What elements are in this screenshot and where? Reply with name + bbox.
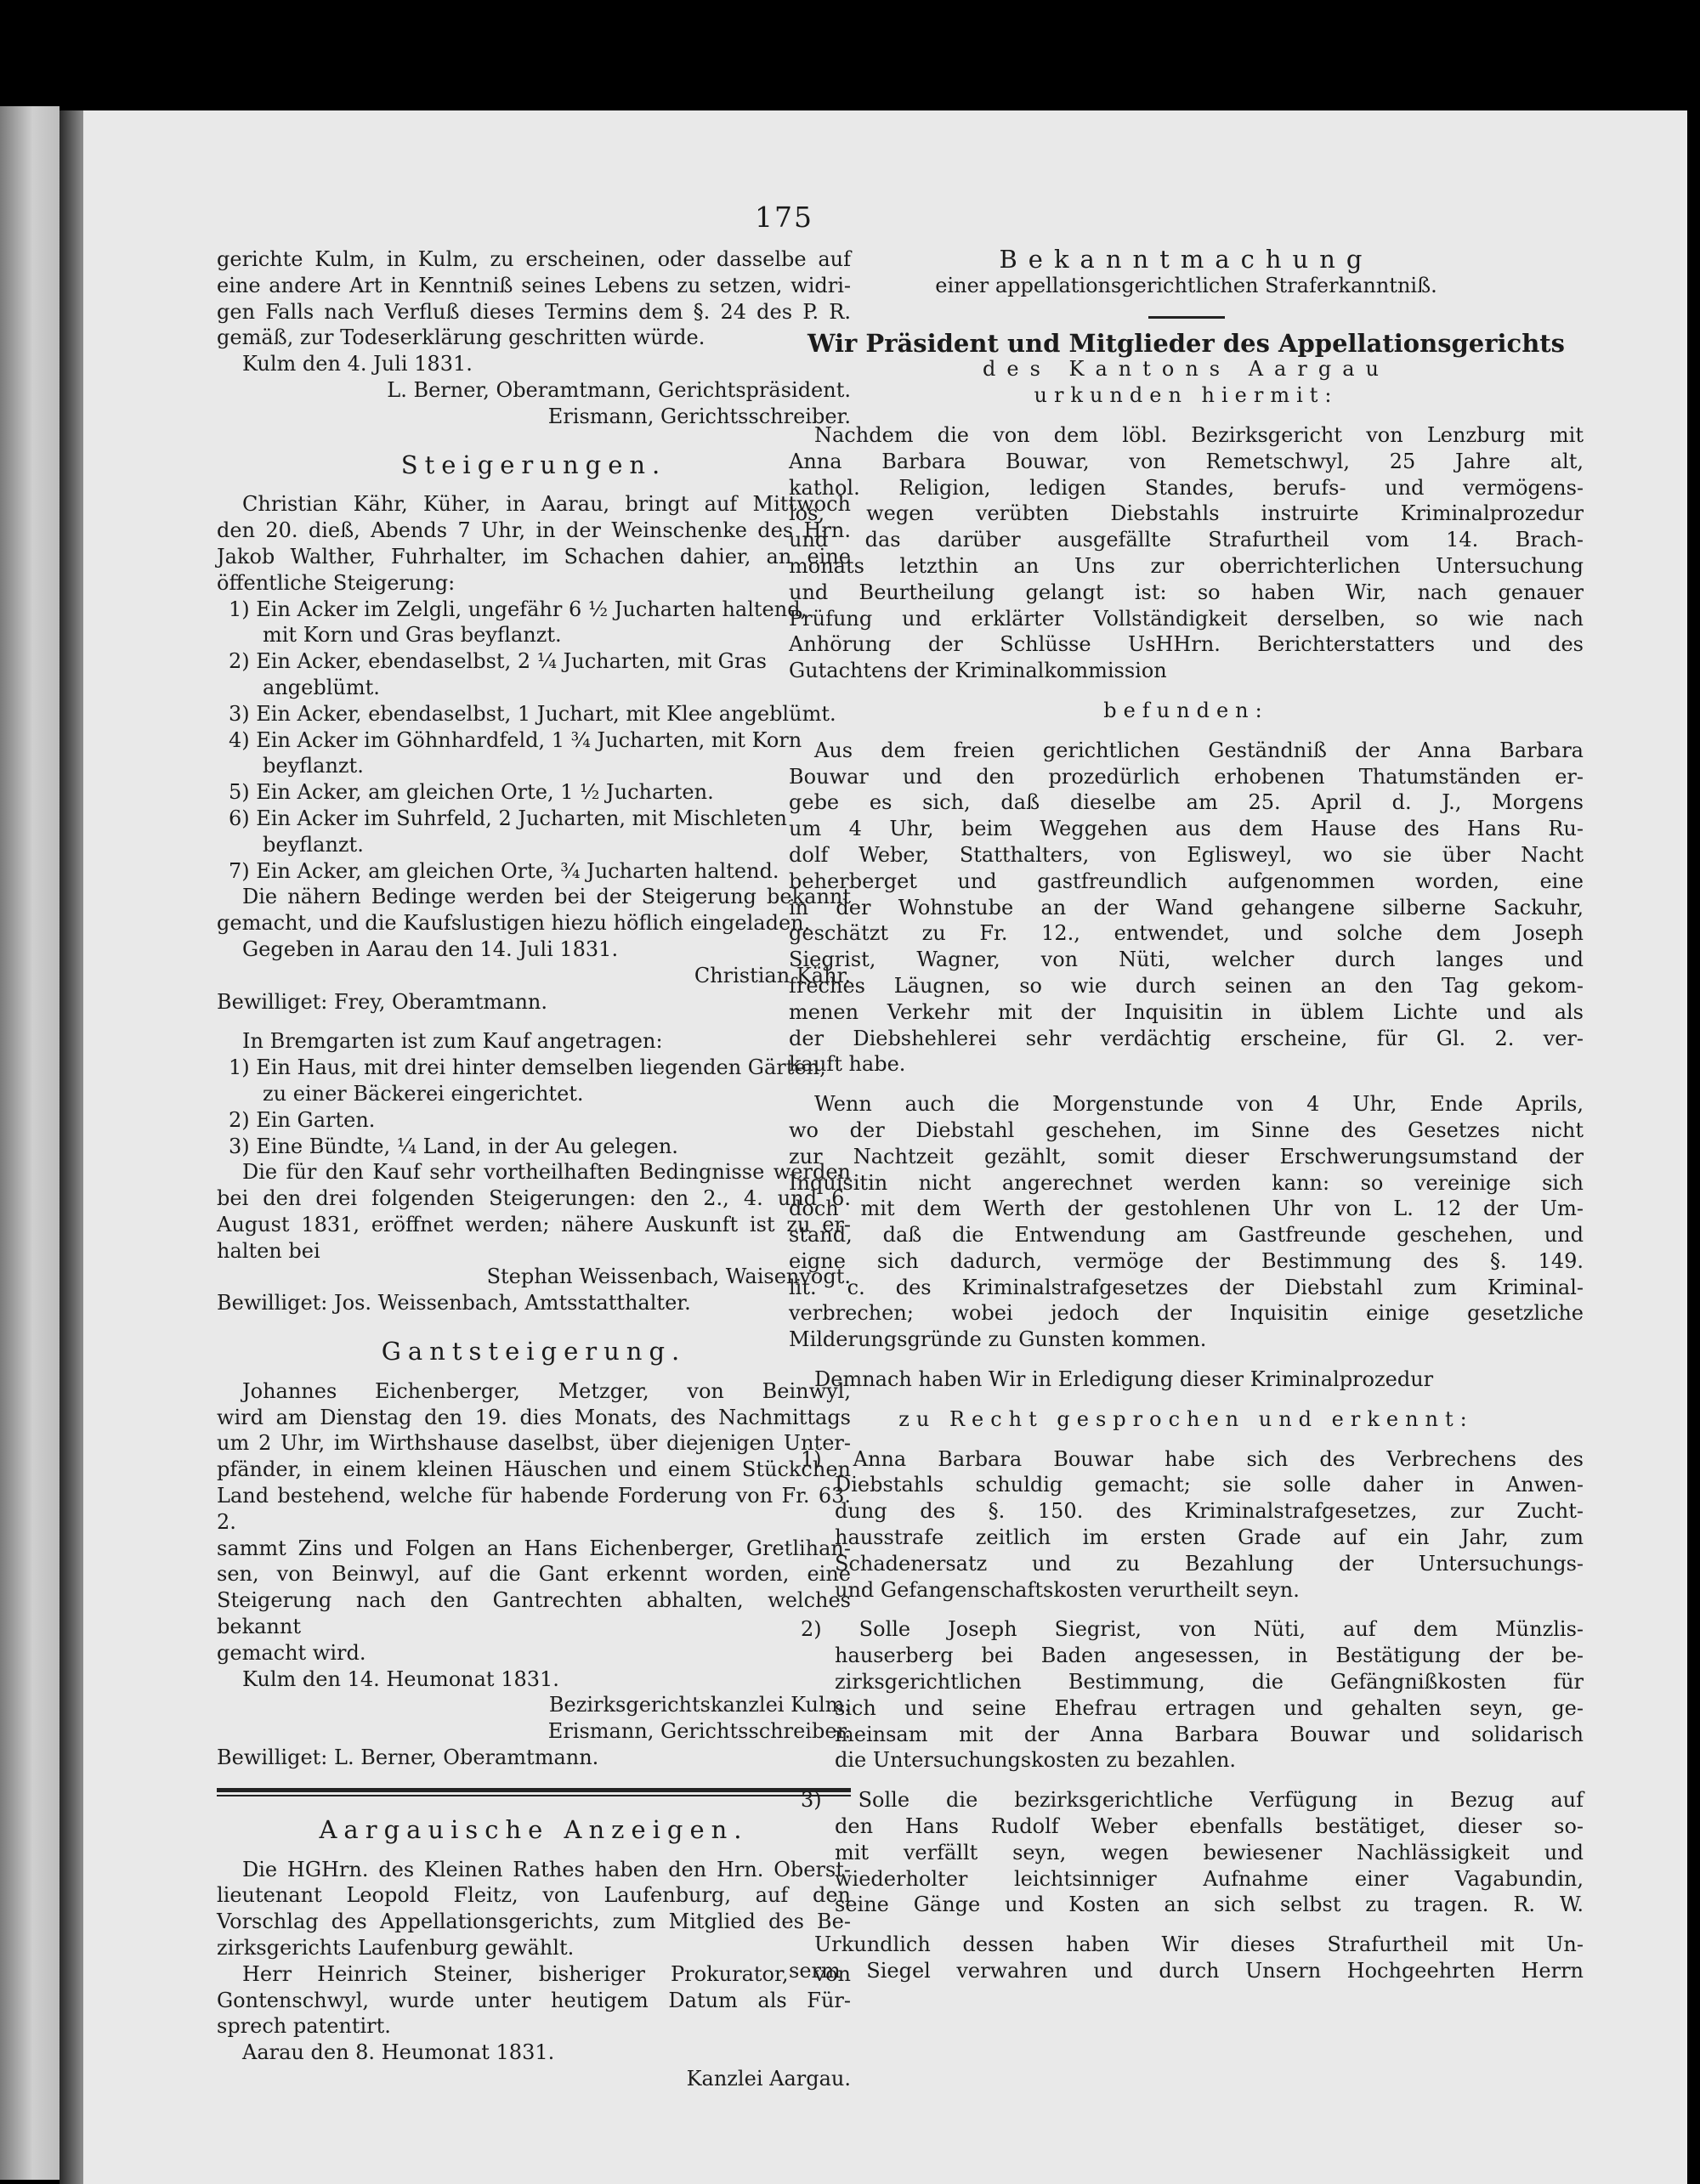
text-line: kathol. Religion, ledigen Standes, berufs- und vermögens- [789,475,1584,500]
verdict-item [789,1616,1584,1774]
date-line: Kulm den 4. Juli 1831. [242,352,473,376]
text-line: Land bestehend, welche für habende Forderung von Fr. 63. 2. [217,1484,851,1534]
text-line: Siegrist, Wagner, von Nüti, welcher durch langes und [789,948,1584,972]
intro-paragraph [217,246,851,351]
verdict-item [789,1446,1584,1604]
text-line: Gontenschwyl, wurde unter heutigem Datum als Für- [217,1988,851,2012]
text-line: bei den drei folgenden Steigerungen: den 2., 4. und 6. [217,1186,851,1211]
text-line: Christian Kähr, Küher, in Aarau, bringt auf Mittwoch [242,492,851,517]
list-item: 3) Eine Bündte, ¼ Land, in der Au gelegen. [229,1134,678,1158]
text-line: Anna Barbara Bouwar, von Remetschwyl, 25 Jahre alt, [789,449,1584,473]
text-line: Steigerung nach den Gantrechten abhalten, welches bekannt [217,1588,851,1639]
text-line: pfänder, in einem kleinen Häuschen und einem Stückchen [217,1457,851,1482]
text-line: doch mit dem Werth der gestohlenen Uhr von L. 12 der Um- [789,1197,1584,1221]
text-line: Gutachtens der Kriminalkommission [789,659,1167,683]
text-line: sprech patentirt. [217,2014,391,2039]
signature: Erismann, Gerichtsschreiber. [547,1719,851,1744]
section-heading: Gantsteigerung. [381,1337,687,1366]
list-item: 4) Ein Acker im Göhnhardfeld, 1 ¾ Jucharten, mit Korn beyflanzt. [229,727,802,778]
text-line: Herr Heinrich Steiner, bisheriger Prokurator, von [242,1961,851,1986]
text-line: zirksgerichts Laufenburg gewählt. [217,1936,575,1961]
signature: Kanzlei Aargau. [686,2067,851,2091]
date-line: Gegeben in Aarau den 14. Juli 1831. [242,936,619,961]
text-line: los, wegen verübten Diebstahls instruirte Kriminalprozedur [789,501,1584,526]
closing-paragraph [789,1932,1584,1984]
bremgarten-notice [217,1028,851,1316]
text-line: eigne sich dadurch, vermöge der Bestimmung des §. 149. [789,1248,1584,1273]
text-line: beherberget und gastfreundlich aufgenommen worden, eine [789,869,1584,893]
text-line: um 4 Uhr, beim Weggehen aus dem Hause des Hans Ru- [789,817,1584,841]
text-line: wiederholter leichtsinniger Aufnahme einer Vagabundin, [835,1866,1584,1891]
list-item: 1) Ein Acker im Zelgli, ungefähr 6 ½ Jucharten haltend, mit Korn und Gras beyflanzt. [229,597,808,648]
preamble-paragraph [789,422,1584,684]
signature: L. Berner, Oberamtmann, Gerichtspräsident. [387,377,851,402]
text-line: zirksgerichtlichen Bestimmung, die Gefängnißkosten für [835,1670,1584,1695]
verdict-list [789,1446,1584,1919]
text-line: Anhörung der Schlüsse UsHHrn. Berichterstatters und des [789,632,1584,657]
text-line: Die für den Kauf sehr vortheilhaften Bedingnisse werden [242,1160,851,1185]
text-line: öffentliche Steigerung: [217,570,456,595]
text-line: seine Gänge und Kosten an sich selbst zu tragen. R. W. [835,1893,1584,1917]
text-line: den 20. dieß, Abends 7 Uhr, in der Weinschenke des Hrn. [217,518,851,543]
text-line: stand, daß die Entwendung am Gastfreunde geschehen, und [789,1223,1584,1248]
text-line: verbrechen; wobei jedoch der Inquisitin einige gesetzliche [789,1301,1584,1326]
text-line: Wenn auch die Morgenstunde von 4 Uhr, Ende Aprils, [814,1092,1584,1117]
text-line: monats letzthin an Uns zur oberrichterlichen Untersuchung [789,553,1584,578]
text-line: mit verfällt seyn, wegen bewiesener Nachlässigkeit und [835,1840,1584,1864]
text-line: gemacht wird. [217,1640,366,1665]
text-line: eine andere Art in Kenntniß seines Lebens zu setzen, widri- [217,273,851,297]
text-line: Demnach haben Wir in Erledigung dieser Kriminalprozedur [814,1367,1434,1392]
date-line: Aarau den 8. Heumonat 1831. [242,2040,555,2065]
section-heading: Aargauische Anzeigen. [319,1814,749,1844]
text-line: hausstrafe zeitlich im ersten Grade auf ein Jahr, zum [835,1525,1584,1550]
text-line: sen, von Beinwyl, auf die Gant erkennt worden, eine [217,1562,851,1587]
approval-line: Bewilliget: Jos. Weissenbach, Amtsstatthalter. [217,1291,691,1315]
text-line: Prüfung und erklärter Vollständigkeit derselben, so wie nach [789,606,1584,631]
text-line: Nachdem die von dem löbl. Bezirksgericht von Lenzburg mit [814,422,1584,447]
list-item: 6) Ein Acker im Suhrfeld, 2 Jucharten, mit Mischleten beyflanzt. [229,806,788,857]
text-line: zur Nachtzeit gezählt, somit dieser Erschwerungsumstand der [789,1144,1584,1168]
text-line: Die HGHrn. des Kleinen Rathes haben den Hrn. Oberst- [242,1857,851,1881]
text-line: Diebstahls schuldig gemacht; sie solle daher in Anwen- [835,1473,1584,1497]
text-line: Milderungsgründe zu Gunsten kommen. [789,1327,1207,1352]
right-column [789,246,1584,1984]
text-line: in der Wohnstube an der Wand gehangene silberne Sackuhr, [789,895,1584,919]
text-line: Jakob Walther, Fuhrhalter, im Schachen dahier, an eine [217,544,851,569]
section-divider [217,1788,851,1792]
text-line: Urkundlich dessen haben Wir dieses Strafurtheil mit Un- [814,1932,1584,1957]
list-item: 3) Ein Acker, ebendaselbst, 1 Juchart, mit Klee angeblümt. [229,701,836,726]
text-line: kauft habe. [789,1052,906,1077]
court-heading: urkunden hiermit: [1034,383,1339,408]
text-line: um 2 Uhr, im Wirthshause daselbst, über diejenigen Unter- [217,1431,851,1456]
previous-page-edge [0,106,60,2180]
signature: Stephan Weissenbach, Waisenvogt. [486,1265,851,1289]
text-line: August 1831, eröffnet werden; nähere Auskunft ist zu er- [217,1212,851,1236]
list-item: 7) Ein Acker, am gleichen Orte, ¾ Jucharten haltend. [229,858,779,883]
text-line: 1) Anna Barbara Bouwar habe sich des Verbrechens des [801,1446,1584,1471]
text-line: meinsam mit der Anna Barbara Bouwar und solidarisch [835,1722,1584,1746]
verdict-heading: zu Recht gesprochen und erkennt: [898,1406,1474,1431]
text-line: Schadenersatz und zu Bezahlung der Untersuchungs- [835,1551,1584,1576]
text-line: gebe es sich, daß dieselbe am 25. April d. J., Morgens [789,790,1584,815]
page-number: 175 [755,201,813,234]
considerations-paragraph [789,1091,1584,1353]
text-line: hauserberg bei Baden angesessen, in Bestätigung der be- [835,1644,1584,1668]
text-line: sich und seine Ehefrau ertragen und gehalten seyn, ge- [835,1695,1584,1720]
approval-line: Bewilliget: L. Berner, Oberamtmann. [217,1746,599,1770]
list-item: 2) Ein Garten. [229,1107,376,1132]
text-line: geschätzt zu Fr. 12., entwendet, und solche dem Joseph [789,921,1584,946]
auction-item-list [217,597,851,885]
text-line: wird am Dienstag den 19. dies Monats, des Nachmittags [217,1405,851,1429]
text-line: und Gefangenschaftskosten verurtheilt seyn. [835,1577,1300,1602]
text-line: gen Falls nach Verfluß dieses Termins dem §. 24 des P. R. [217,299,851,324]
text-line: sammt Zins und Folgen an Hans Eichenberger, Gretlihan- [217,1536,851,1560]
list-item: 5) Ein Acker, am gleichen Orte, 1 ½ Jucharten. [229,780,714,805]
text-line: Aus dem freien gerichtlichen Geständniß der Anna Barbara [814,738,1584,762]
list-item: 1) Ein Haus, mit drei hinter demselben liegenden Gärten, zu einer Bäckerei eingerichtet. [229,1055,826,1106]
title-divider [1148,316,1225,319]
text-line: lit. c. des Kriminalstrafgesetzes der Diebstahl zum Kriminal- [789,1275,1584,1299]
text-line: und Beurtheilung gelangt ist: so haben Wir, nach genauer [789,580,1584,604]
document-page [83,110,1687,2184]
text-line: und das darüber ausgefällte Strafurtheil vom 14. Brach- [789,528,1584,552]
section-divider [217,1795,851,1796]
text-line: Johannes Eichenberger, Metzger, von Beinwyl, [242,1378,851,1403]
text-line: gerichte Kulm, in Kulm, zu erscheinen, oder dasselbe auf [217,247,851,271]
text-line: Inquisitin nicht angerechnet werden kann: so vereinige sich [789,1170,1584,1195]
verdict-item [789,1787,1584,1918]
text-line: gemacht, und die Kaufslustigen hiezu höflich eingeladen. [217,911,811,936]
text-line: den Hans Rudolf Weber ebenfalls bestätiget, dieser so- [835,1814,1584,1839]
foreclosure-notice [217,1378,851,1771]
text-line: dung des §. 150. des Kriminalstrafgesetzes, zur Zucht- [835,1499,1584,1524]
auction-notice [217,491,851,1015]
text-line: freches Läugnen, so wie durch seinen an den Tag gekom- [789,973,1584,998]
text-line: dolf Weber, Statthalters, von Eglisweyl, wo sie über Nacht [789,842,1584,867]
text-line: die Untersuchungskosten zu bezahlen. [835,1748,1237,1773]
text-line: gemäß, zur Todeserklärung geschritten würde. [217,325,706,350]
left-column [217,246,851,2092]
text-line: Bouwar und den prozedürlich erhobenen Thatumständen er- [789,764,1584,789]
court-heading: Wir Präsident und Mitglieder des Appellationsgerichts [807,328,1566,358]
list-item: 2) Ein Acker, ebendaselbst, 2 ¼ Jucharten, mit Gras angeblümt. [229,649,767,699]
section-heading: Steigerungen. [400,450,667,479]
signature: Christian Kähr. [694,963,851,987]
court-heading: des Kantons Aargau [983,357,1390,382]
text-line: halten bei [217,1238,320,1263]
approval-line: Bewilliget: Frey, Oberamtmann. [217,989,548,1014]
signature: Erismann, Gerichtsschreiber. [547,404,851,428]
findings-paragraph [789,738,1584,1078]
text-line: wo der Diebstahl geschehen, im Sinne des Gesetzes nicht [789,1117,1584,1142]
text-line: lieutenant Leopold Fleitz, von Laufenburg, auf den [217,1883,851,1908]
text-line: menen Verkehr mit der Inquisitin in üblem Lichte und als [789,999,1584,1024]
text-line: 3) Solle die bezirksgerichtliche Verfügung in Bezug auf [801,1788,1584,1813]
text-line: serm Siegel verwahren und durch Unsern Hochgeehrten Herrn [789,1959,1584,1983]
text-line: Die nähern Bedinge werden bei der Steigerung bekannt [242,885,851,909]
text-line: In Bremgarten ist zum Kauf angetragen: [242,1029,663,1054]
text-line: der Diebshehlerei sehr verdächtig erscheine, für Gl. 2. ver- [789,1026,1584,1050]
announcements [217,1857,851,2092]
book-gutter [60,110,83,2184]
announcement-title: Bekanntmachung [999,245,1374,274]
findings-heading: befunden: [1103,698,1269,722]
announcement-subtitle: einer appellationsgerichtlichen Straferkanntniß. [935,273,1437,297]
signature: Bezirksgerichtskanzlei Kulm. [548,1693,851,1717]
text-line: 2) Solle Joseph Siegrist, von Nüti, auf dem Münzlis- [801,1617,1584,1642]
date-line: Kulm den 14. Heumonat 1831. [242,1666,559,1691]
text-line: Vorschlag des Appellationsgerichts, zum Mitglied des Be- [217,1910,851,1934]
